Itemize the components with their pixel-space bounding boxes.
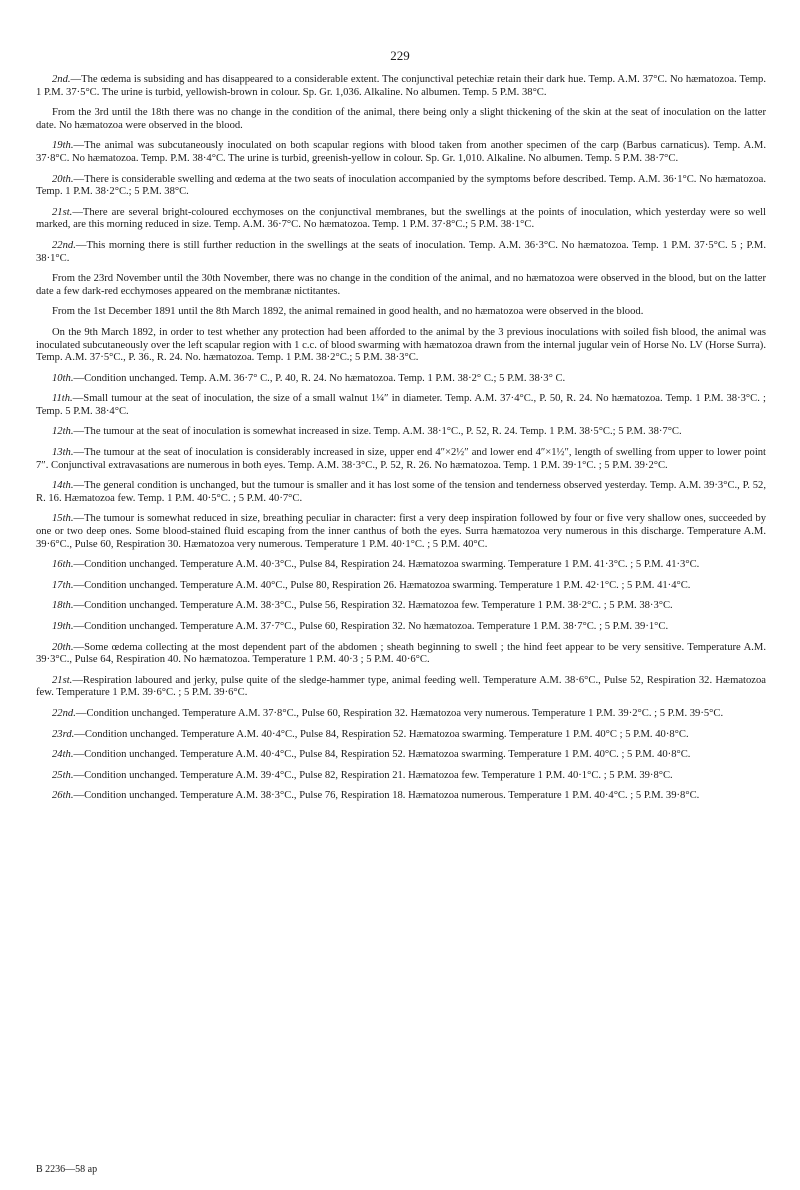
entry-text: —Condition unchanged. Temperature A.M. 37·8°C., Pulse 60, Respiration 32. Hæmatozoa very numerous. Temperature 1 P.M. 39·2°C. ; 5 P.M. 39·5°C.	[75, 707, 724, 719]
entry-text: From the 1st December 1891 until the 8th March 1892, the animal remained in good health, and no hæmatozoa were observed in the blood.	[52, 306, 644, 318]
entry-text: —Condition unchanged. Temperature A.M. 38·3°C., Pulse 76, Respiration 18. Hæmatozoa numerous. Temperature 1 P.M. 40·4°C. ; 5 P.M. 39·8°C.	[73, 790, 700, 802]
journal-entry	[36, 373, 766, 386]
entry-text: —The œdema is subsiding and has disappeared to a considerable extent. The conjunctival petechiæ retain their dark hue. Temp. A.M. 37°C. No hæmatozoa. Temp. 1 P.M. 37·5°C. The urine is turbid, yellowish-brown in colour. Sp. Gr. 1,036. Alkaline. No albumen. Temp. 5 P.M. 38°C.	[36, 74, 766, 98]
entry-text: —The general condition is unchanged, but the tumour is smaller and it has lost some of the tension and tenderness observed yesterday. Temp. A.M. 39·3°C., P. 52, R. 16. Hæmatozoa few. Temp. 1 P.M. 40·5°C. ; 5 P.M. 40·7°C.	[36, 480, 766, 504]
entry-text: —Condition unchanged. Temperature A.M. 40·4°C., Pulse 84, Respiration 52. Hæmatozoa swarming. Temperature 1 P.M. 40°C. ; 5 P.M. 40·8°C.	[73, 749, 691, 761]
entry-date: 11th.	[52, 393, 73, 405]
journal-entry	[36, 559, 766, 572]
journal-entry	[36, 426, 766, 439]
entry-date: 20th.	[52, 173, 74, 185]
entry-text: —This morning there is still further reduction in the swellings at the seats of inoculation. Temp. A.M. 36·3°C. No hæmatozoa. Temp. 1 P.M. 37·5°C. 5 ; P.M. 38·1°C.	[36, 239, 766, 264]
entry-date: 23rd.	[52, 728, 75, 740]
journal-entry	[36, 393, 766, 418]
journal-entry	[36, 790, 766, 803]
entry-text: —Condition unchanged. Temperature A.M. 40·3°C., Pulse 84, Respiration 24. Hæmatozoa swarming. Temperature 1 P.M. 41·3°C. ; 5 P.M. 41·3°C.	[73, 559, 700, 571]
journal-entry	[36, 140, 766, 165]
entry-text: On the 9th March 1892, in order to test whether any protection had been afforded to the animal by the 3 previous inoculations with soiled fish blood, the animal was inoculated subcutaneously over the left scapular region with 1 c.c. of blood swarming with hæmatozoa drawn from the internal jugular vein of Horse No. LV (Horse Surra). Temp. A.M. 37·5°C., P. 36., R. 24. No. hæmatozoa. Temp. 1 P.M. 38·2°C.; 5 P.M. 38·3°C.	[36, 326, 766, 364]
journal-entry	[36, 480, 766, 505]
entry-date: 15th.	[52, 513, 74, 525]
entry-text: —Small tumour at the seat of inoculation, the size of a small walnut 1¼″ in diameter. Temp. A.M. 37·4°C., P. 50, R. 24. No hæmatozoa. Temp. 1 P.M. 38·3°C. ; Temp. 5 P.M. 38·4°C.	[36, 393, 766, 417]
entry-date: 13th.	[52, 447, 74, 459]
journal-entry	[36, 621, 766, 634]
page-number: 229	[390, 48, 410, 63]
entry-date: 21st.	[52, 206, 73, 218]
journal-entry	[36, 729, 766, 742]
journal-entry	[36, 174, 766, 199]
journal-entry	[36, 327, 766, 365]
journal-entry	[36, 749, 766, 762]
entry-text: —Respiration laboured and jerky, pulse quite of the sledge-hammer type, animal feeding well. Temperature A.M. 38·6°C., Pulse 52, Respiration 32. Hæmatozoa few. Temperature 1 P.M. 39·6°C. ; 5 P.M. 39·6°C.	[36, 674, 766, 699]
entry-text: —The tumour is somewhat reduced in size, breathing peculiar in character: first a very deep inspiration followed by four or five very shallow ones, succeeded by one or two deep ones. Some blood-stained fluid escaping from the inner canthus of both the eyes. Surra hæmatozoa very numerous in this discharge. Temperature A.M. 39·6°C., Pulse 60, Respiration 30. Hæmatozoa very numerous. Temperature 1 P.M. 40·1°C. ; 5 P.M. 40°C.	[36, 513, 766, 550]
entry-date: 26th.	[52, 790, 74, 802]
entry-text: —Some œdema collecting at the most dependent part of the abdomen ; sheath beginning to swell ; the hind feet appear to be very sensitive. Temperature A.M. 39·3°C., Pulse 64, Respiration 40. No hæmatozoa. Temperature 1 P.M. 40·3 ; 5 P.M. 40·6°C.	[36, 641, 766, 666]
entry-text: —Condition unchanged. Temperature A.M. 37·7°C., Pulse 60, Respiration 32. No hæmatozoa. Temperature 1 P.M. 38·7°C. ; 5 P.M. 39·1°C.	[73, 621, 669, 632]
journal-entry	[36, 240, 766, 265]
entry-text: —Condition unchanged. Temperature A.M. 40°C., Pulse 80, Respiration 26. Hæmatozoa swarming. Temperature 1 P.M. 42·1°C. ; 5 P.M. 41·4°C.	[73, 579, 691, 591]
entry-date: 17th.	[52, 579, 74, 591]
entry-text: —There are several bright-coloured ecchymoses on the conjunctival membranes, but the swellings at the points of inoculation, which yesterday were so well marked, are this morning reduced in size. Temp. A.M. 36·7°C. No hæmatozoa. Temp. 1 P.M. 37·8°C.; 5 P.M. 38·1°C.	[36, 206, 766, 231]
entry-text: —The animal was subcutaneously inoculated on both scapular regions with blood taken from another specimen of the carp (Barbus carnaticus). Temp. A.M. 37·8°C. No hæmatozoa. Temp. P.M. 38·4°C. The urine is turbid, greenish-yellow in colour. Sp. Gr. 1,010. Alkaline. No albumen. Temp. 5 P.M. 38·7°C.	[36, 140, 766, 164]
entry-text: From the 23rd November until the 30th November, there was no change in the condition of the animal, and no hæmatozoa were observed in the blood, but on the latter date a few dark-red ecchymoses appeared on the membranæ nictitantes.	[36, 273, 766, 297]
entry-date: 12th.	[52, 426, 74, 438]
entry-text: —Condition unchanged. Temperature A.M. 38·3°C., Pulse 56, Respiration 32. Hæmatozoa few. Temperature 1 P.M. 38·2°C. ; 5 P.M. 38·3°C.	[73, 600, 673, 612]
journal-entry	[36, 600, 766, 613]
entry-text: From the 3rd until the 18th there was no change in the condition of the animal, there being only a slight thickening of the skin at the seat of inoculation on the latter date. No hæmatozoa were observed in the blood.	[36, 107, 766, 131]
entry-text: —Condition unchanged. Temperature A.M. 40·4°C., Pulse 84, Respiration 52. Hæmatozoa swarming. Temperature 1 P.M. 40°C ; 5 P.M. 40·8°C.	[74, 728, 689, 740]
entry-date: 16th.	[52, 559, 74, 571]
entry-date: 22nd.	[52, 707, 76, 719]
journal-entry	[36, 580, 766, 593]
entry-date: 25th.	[52, 769, 74, 781]
entry-date: 2nd.	[52, 74, 71, 85]
entry-text: —There is considerable swelling and œdema at the two seats of inoculation accompanied by the symptoms before described. Temp. A.M. 36·1°C. No hæmatozoa. Temp. 1 P.M. 38·2°C.; 5 P.M. 38°C.	[36, 173, 766, 198]
journal-entry	[36, 107, 766, 132]
journal-entry	[36, 642, 766, 667]
journal-entry	[36, 306, 766, 319]
entry-text: —The tumour at the seat of inoculation is considerably increased in size, upper end 4″×2½″ and lower end 4″×1½″, length of swelling from upper to lower point 7″. Conjunctival extravasations are numerous in both eyes. Temp. A.M. 38·3°C., P. 52, R. 26. No hæmatozoa. Temp. 1 P.M. 39·1°C. ; 5 P.M. 39·2°C.	[36, 447, 766, 471]
entry-date: 21st.	[52, 674, 73, 686]
journal-entry	[36, 708, 766, 721]
entry-date: 18th.	[52, 600, 74, 612]
entry-date: 20th.	[52, 641, 74, 653]
entry-date: 24th.	[52, 749, 74, 761]
body-text	[36, 74, 766, 803]
journal-entry	[36, 74, 766, 99]
journal-entry	[36, 207, 766, 232]
entry-date: 14th.	[52, 480, 74, 492]
journal-entry	[36, 770, 766, 783]
journal-entry	[36, 447, 766, 472]
journal-entry	[36, 273, 766, 298]
entry-text: —The tumour at the seat of inoculation is somewhat increased in size. Temp. A.M. 38·1°C., P. 52, R. 24. Temp. 1 P.M. 38·5°C.; 5 P.M. 38·7°C.	[73, 426, 682, 438]
entry-date: 10th.	[52, 372, 74, 384]
plate-reference: B 2236—58 ap	[36, 1164, 98, 1175]
entry-date: 19th.	[52, 140, 74, 152]
entry-date: 19th.	[52, 621, 74, 632]
entry-text: —Condition unchanged. Temperature A.M. 39·4°C., Pulse 82, Respiration 21. Hæmatozoa few. Temperature 1 P.M. 40·1°C. ; 5 P.M. 39·8°C.	[73, 769, 673, 781]
journal-entry	[36, 513, 766, 551]
journal-entry	[36, 675, 766, 700]
entry-date: 22nd.	[52, 239, 76, 251]
entry-text: —Condition unchanged. Temp. A.M. 36·7° C., P. 40, R. 24. No hæmatozoa. Temp. 1 P.M. 38·2° C.; 5 P.M. 38·3° C.	[73, 372, 566, 384]
